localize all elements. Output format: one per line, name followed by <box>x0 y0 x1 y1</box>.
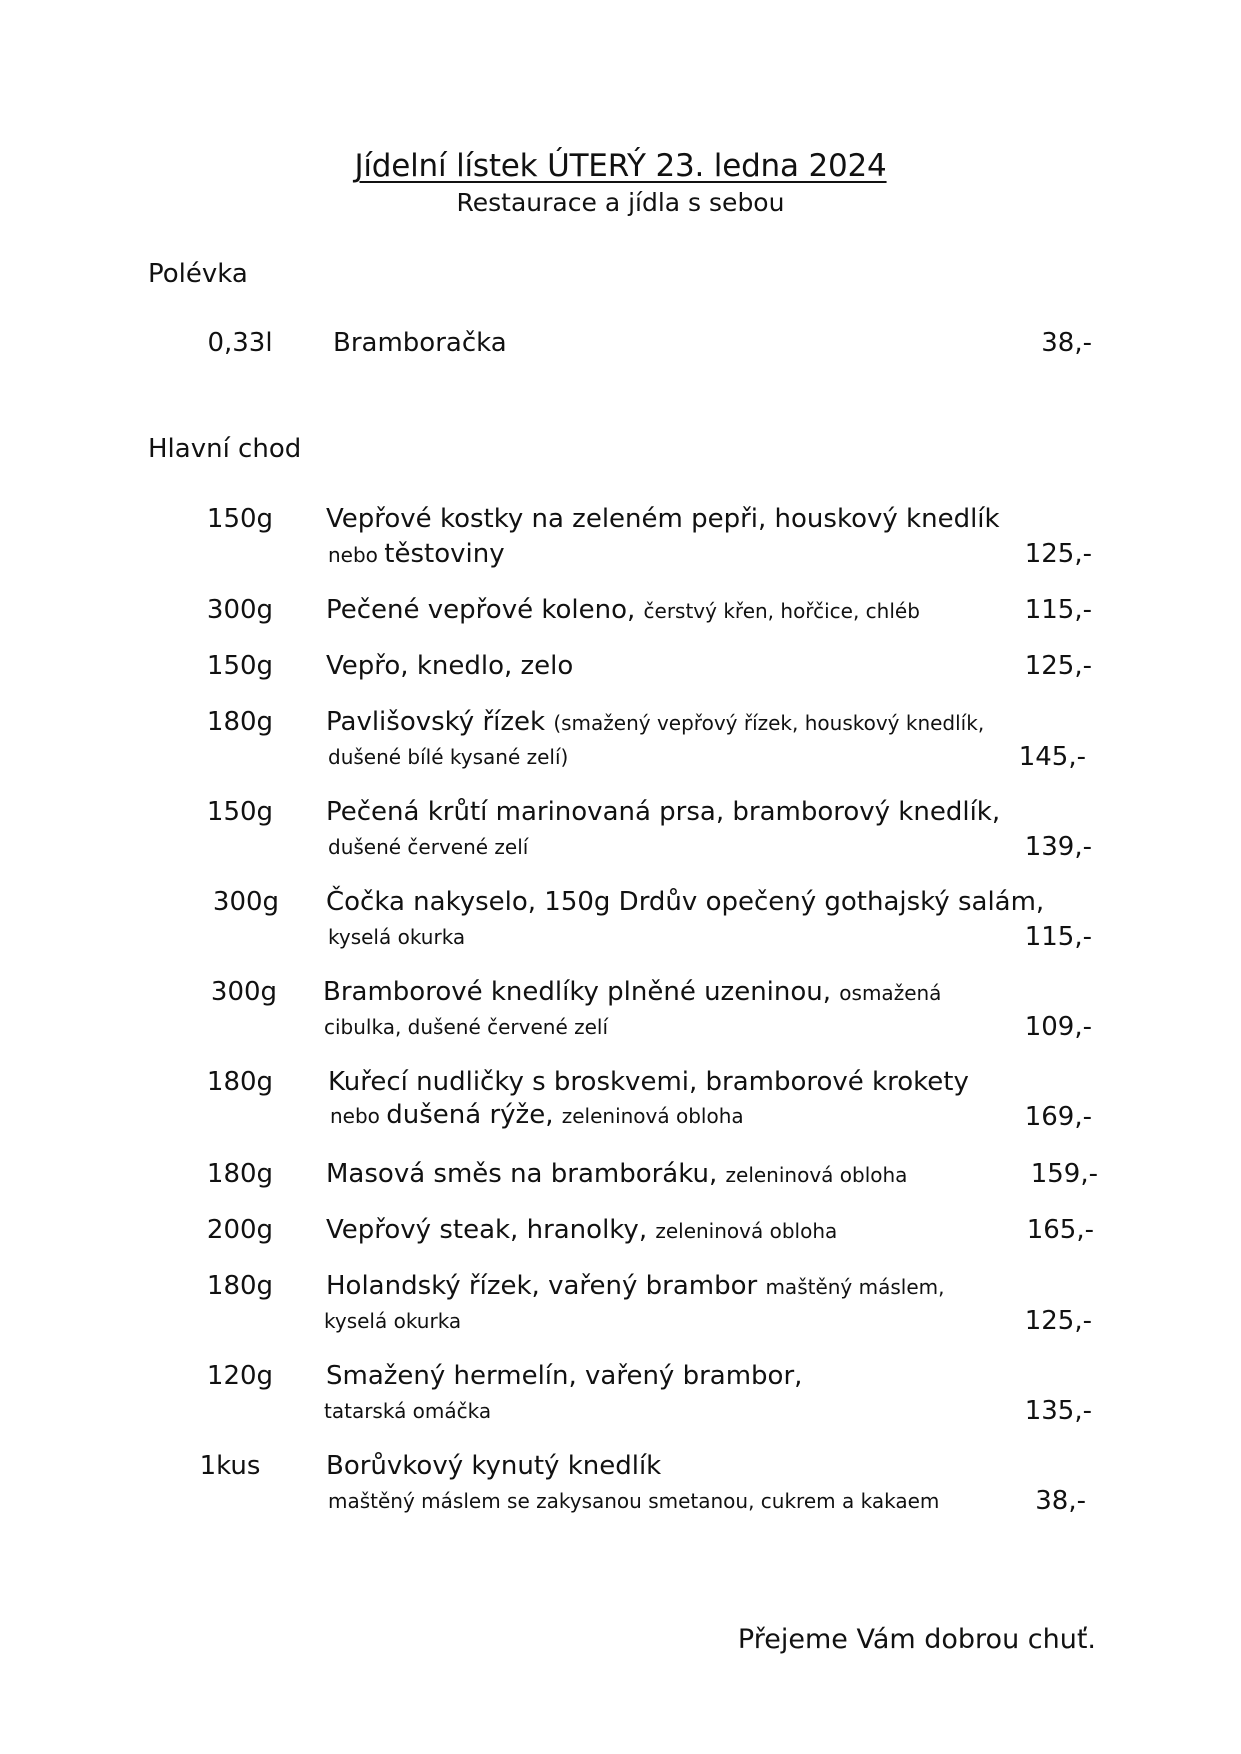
item-name-extra: maštěný máslem, <box>765 1275 945 1299</box>
item-name: Bramboračka <box>333 328 507 358</box>
item-amount: 150g <box>206 504 274 534</box>
closing-wish: Přejeme Vám dobrou chuť. <box>737 1624 1096 1655</box>
item-name-extra: osmažená <box>839 981 942 1005</box>
item-price: 165,- <box>1026 1215 1094 1245</box>
item-name <box>326 593 920 628</box>
item-description: kyselá okurka <box>324 1309 462 1333</box>
item-amount: 180g <box>206 707 274 737</box>
item-description: dušené červené zelí <box>328 835 529 859</box>
item-price: 38,- <box>1035 1486 1086 1516</box>
item-name-extra: zeleninová obloha <box>655 1219 838 1243</box>
item-description-main: dušená rýže, <box>386 1100 562 1130</box>
item-description: dušené bílé kysané zelí) <box>328 745 569 769</box>
item-price: 125,- <box>1024 1306 1092 1336</box>
item-price: 145,- <box>1018 742 1086 772</box>
item-name-main: Pečené vepřové koleno, <box>326 595 644 625</box>
item-amount: 150g <box>206 651 274 681</box>
item-price: 115,- <box>1024 922 1092 952</box>
item-amount: 180g <box>206 1067 274 1097</box>
item-name: Borůvkový kynutý knedlík <box>326 1451 662 1481</box>
item-description-main: těstoviny <box>384 539 505 569</box>
item-name-main: Vepřový steak, hranolky, <box>326 1215 656 1245</box>
item-description <box>330 1101 744 1130</box>
item-name-extra: čerstvý křen, hořčice, chléb <box>643 599 920 623</box>
item-description: kyselá okurka <box>328 925 466 949</box>
item-amount: 300g <box>210 977 278 1007</box>
menu-subtitle: Restaurace a jídla s sebou <box>456 188 785 217</box>
item-name-extra: (smažený vepřový řízek, houskový knedlík, <box>553 711 985 735</box>
item-name: Čočka nakyselo, 150g Drdův opečený gothajský salám, <box>326 887 1045 917</box>
item-price: 125,- <box>1024 651 1092 681</box>
item-description-suffix: zeleninová obloha <box>561 1104 744 1128</box>
item-name <box>326 1269 945 1304</box>
menu-title: Jídelní lístek ÚTERÝ 23. ledna 2024 <box>354 148 887 184</box>
item-price: 139,- <box>1024 832 1092 862</box>
item-description: maštěný máslem se zakysanou smetanou, cukrem a kakaem <box>328 1489 940 1513</box>
item-name <box>323 975 941 1010</box>
item-name: Vepřové kostky na zeleném pepři, houskový knedlík <box>326 504 1000 534</box>
item-price: 135,- <box>1024 1396 1092 1426</box>
item-name: Smažený hermelín, vařený brambor, <box>326 1361 803 1391</box>
item-name-main: Masová směs na bramboráku, <box>326 1159 726 1189</box>
item-amount: 120g <box>206 1361 274 1391</box>
item-description: tatarská omáčka <box>324 1399 492 1423</box>
item-description: cibulka, dušené červené zelí <box>324 1015 609 1039</box>
item-name <box>326 1213 837 1248</box>
item-amount: 1kus <box>199 1451 261 1481</box>
item-name-main: Pavlišovský řízek <box>326 707 554 737</box>
item-amount: 300g <box>212 887 280 917</box>
item-description-prefix: nebo <box>330 1104 387 1128</box>
item-price: 115,- <box>1024 595 1092 625</box>
section-heading-main: Hlavní chod <box>148 434 302 464</box>
item-description <box>328 540 505 569</box>
item-price: 38,- <box>1041 328 1092 358</box>
item-amount: 0,33l <box>207 328 273 358</box>
item-price: 125,- <box>1024 539 1092 569</box>
item-name: Kuřecí nudličky s broskvemi, bramborové krokety <box>328 1067 969 1097</box>
item-name-extra: zeleninová obloha <box>725 1163 908 1187</box>
item-name: Vepřo, knedlo, zelo <box>326 651 574 681</box>
item-amount: 200g <box>206 1215 274 1245</box>
item-name: Pečená krůtí marinovaná prsa, bramborový knedlík, <box>326 797 1001 827</box>
item-description-prefix: nebo <box>328 543 385 567</box>
item-price: 109,- <box>1024 1012 1092 1042</box>
item-amount: 300g <box>206 595 274 625</box>
item-amount: 180g <box>206 1159 274 1189</box>
item-name <box>326 705 984 740</box>
section-heading-soup: Polévka <box>148 259 248 289</box>
item-price: 159,- <box>1030 1159 1098 1189</box>
item-name <box>326 1157 907 1192</box>
item-amount: 150g <box>206 797 274 827</box>
item-name-main: Bramborové knedlíky plněné uzeninou, <box>323 977 840 1007</box>
item-amount: 180g <box>206 1271 274 1301</box>
item-price: 169,- <box>1024 1102 1092 1132</box>
item-name-main: Holandský řízek, vařený brambor <box>326 1271 766 1301</box>
